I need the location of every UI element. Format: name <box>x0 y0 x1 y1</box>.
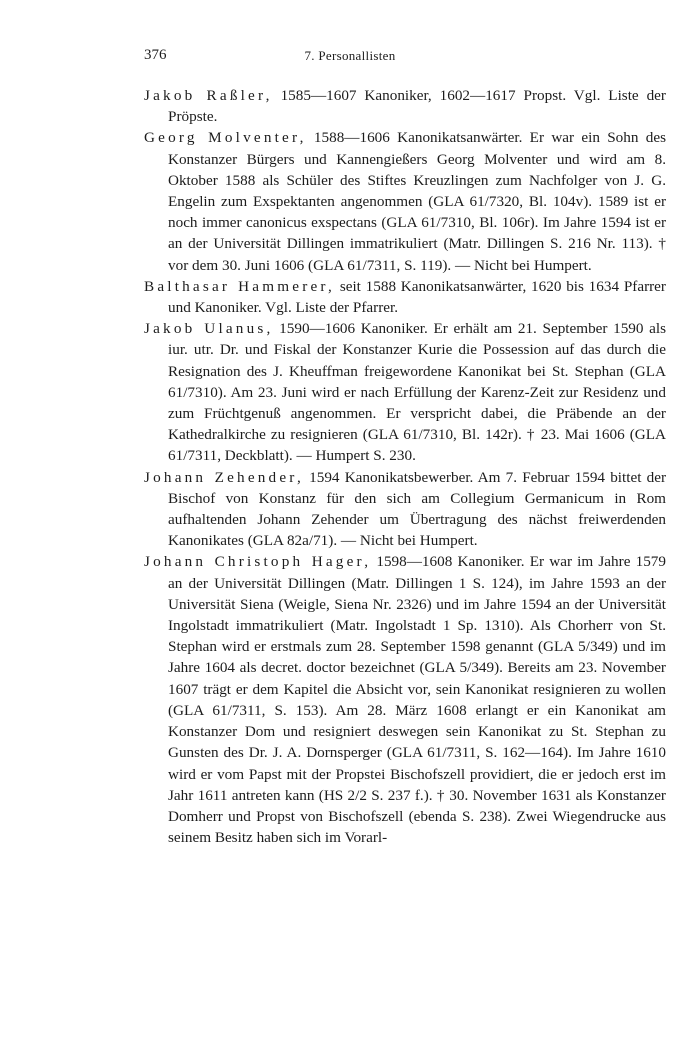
page-header <box>144 47 556 69</box>
entry-jakob-ulanus <box>144 318 666 466</box>
entries-list <box>144 85 666 848</box>
entry-text: seit 1588 Kanonikatsanwärter, 1620 bis 1634 Pfarrer und Kanoniker. Vgl. Liste der Pfarrer. <box>168 277 666 317</box>
entry-name: Balthasar Hammerer, <box>144 277 336 295</box>
running-title: 7. Personallisten <box>304 48 396 63</box>
entry-text: 1585—1607 Kanoniker, 1602—1617 Propst. Vgl. Liste der Pröpste. <box>168 87 666 126</box>
page-number: 376 <box>144 47 167 63</box>
entry-johann-zehender <box>144 467 666 552</box>
entry-text: 1598—1608 Kanoniker. Er war im Jahre 1579 an der Universität Dillingen (Matr. Dillingen 1 S. 124), im Jahre 1593 an der Universität Siena (Weigle, Siena Nr. 2326) und im Jahre 1594 an der Universität Ingolstadt immatrikuliert (Matr. Ingolstadt 1 Sp. 1310). Als Chorherr von St. Stephan wird er erstmals zum 28. September 1598 genannt (GLA 5/349) und im Jahre 1604 als decret. doctor bezeichnet (GLA 5/349). Bereits am 23. November 1607 trägt er dem Kapitel die Absicht vor, sein Kanonikat resignieren zu wollen (GLA 61/7311, S. 153). Am 28. März 1608 erlangt er ein Kanonikat am Konstanzer Dom und resigniert deswegen sein Kanonikat zu St. Stephan zu Gunsten des Dr. J. A. Dornsperger (GLA 61/7311, S. 162—164). Im Jahre 1610 wird er vom Papst mit der Propstei Bischofszell providiert, die er jedoch erst im Jahr 1611 antreten kann (HS 2/2 S. 237 f.). † 30. November 1631 als Konstanzer Domherr und Propst von Bischofszell (ebenda S. 238). Zwei Wiegendrucke aus seinem Besitz haben sich im Vorarl- <box>168 553 666 847</box>
entry-text: 1590—1606 Kanoniker. Er erhält am 21. September 1590 als iur. utr. Dr. und Fiskal der Konstanzer Kurie die Possession auf das durch die Resignation des J. Kheuffman freigewordene Kanonikat bei St. Stephan (GLA 61/7310). Am 23. Juni wird er nach Erfüllung der Karenz-Zeit zur Residenz und zum Früchtgenuß angenommen. Er verspricht dabei, die Präbende an der Kathedralkirche zu resignieren (GLA 61/7310, Bl. 142r). † 23. Mai 1606 (GLA 61/7311, Deckblatt). — Humpert S. 230. <box>168 320 667 465</box>
entry-name: Jakob Raßler, <box>144 87 273 104</box>
entry-name: Jakob Ulanus, <box>144 320 274 338</box>
entry-johann-christoph-hager <box>144 551 666 848</box>
entry-name: Johann Christoph Hager, <box>144 553 372 571</box>
entry-text: 1588—1606 Kanonikatsanwärter. Er war ein Sohn des Konstanzer Bürgers und Kannengießers Georg Molventer und wird am 8. Oktober 1588 als Schüler des Stiftes Kreuzlingen zum Nachfolger von J. G. Engelin zum Exspektanten angenommen (GLA 61/7320, Bl. 104v). 1589 ist er noch immer canonicus exspectans (GLA 61/7310, Bl. 106r). Im Jahre 1594 ist er an der Universität Dillingen immatrikuliert (Matr. Dillingen S. 216 Nr. 113). † vor dem 30. Juni 1606 (GLA 61/7311, S. 119). — Nicht bei Humpert. <box>168 129 666 274</box>
entry-name: Georg Molventer, <box>144 129 307 147</box>
entry-name: Johann Zehender, <box>144 468 304 486</box>
entry-jakob-rassler <box>144 85 666 127</box>
entry-balthasar-hammerer <box>144 276 666 318</box>
entry-text: 1594 Kanonikatsbewerber. Am 7. Februar 1594 bittet der Bischof von Konstanz für den sich am Collegium Germanicum in Rom aufhaltenden Johann Zehender um Übertragung des nächst freiwerdenden Kanonikates (GLA 82a/71). — Nicht bei Humpert. <box>168 468 666 550</box>
entry-georg-molventer <box>144 127 666 275</box>
